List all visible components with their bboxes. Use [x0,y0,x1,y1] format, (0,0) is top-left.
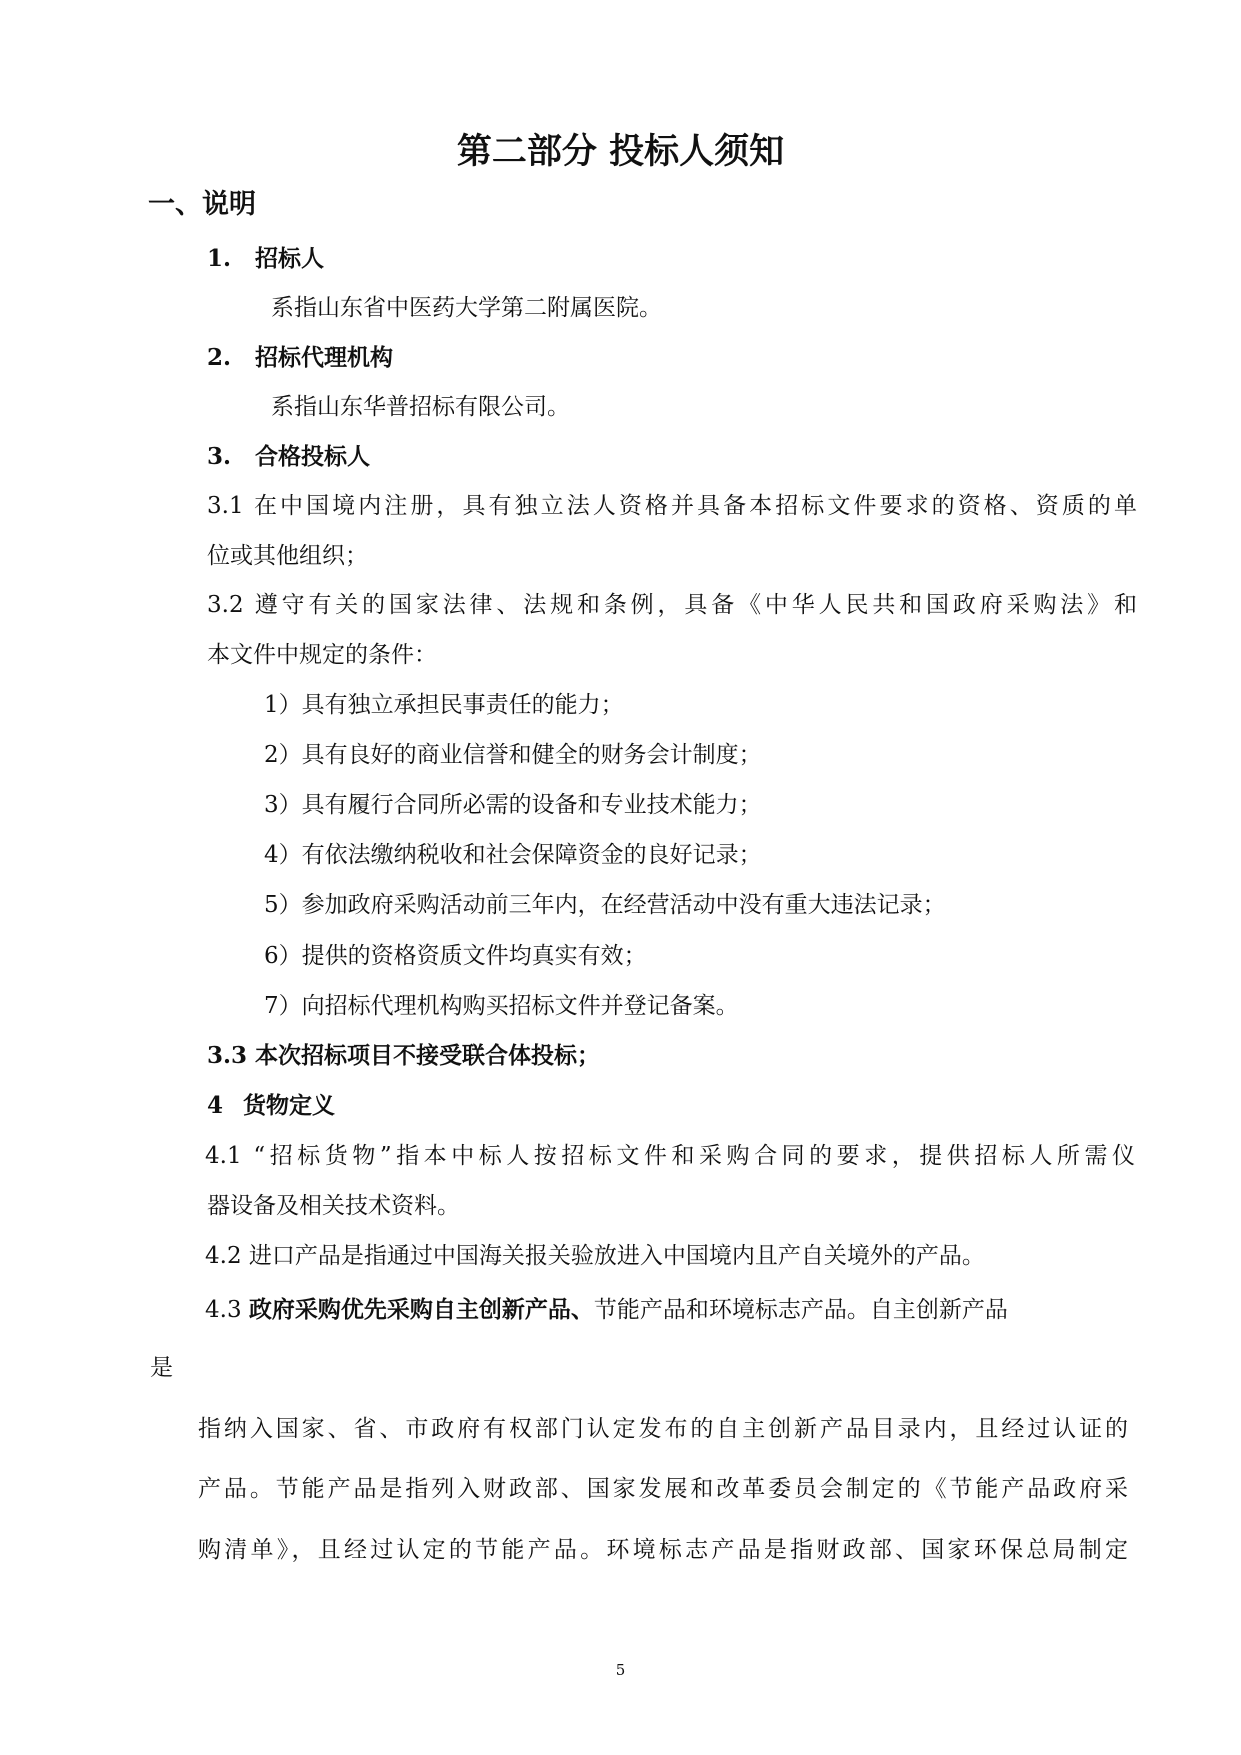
paragraph: 3.2 遵守有关的国家法律、法规和条例，具备《中华人民共和国政府采购法》和 [207,592,1137,618]
list-item: 7）向招标代理机构购买招标文件并登记备案。 [264,993,739,1019]
paragraph: 器设备及相关技术资料。 [207,1193,460,1219]
item-number: 3. [207,443,232,470]
paragraph: 系指山东华普招标有限公司。 [271,394,570,420]
item-heading: 合格投标人 [255,443,370,470]
list-item: 4）有依法缴纳税收和社会保障资金的良好记录； [264,842,762,868]
page-number: 5 [615,1661,626,1679]
paragraph: 4.2 进口产品是指通过中国海关报关验放进入中国境内且产自关境外的产品。 [205,1243,985,1269]
page-title: 第二部分 投标人须知 [456,131,785,172]
paragraph: 3.1 在中国境内注册，具有独立法人资格并具备本招标文件要求的资格、资质的单 [207,493,1137,519]
list-item: 1）具有独立承担民事责任的能力； [264,692,624,718]
item-heading: 招标代理机构 [255,344,393,371]
paragraph: 系指山东省中医药大学第二附属医院。 [271,295,662,321]
paragraph: 3.3 本次招标项目不接受联合体投标； [207,1042,601,1069]
paragraph: 位或其他组织； [207,543,368,569]
paragraph: 购清单》，且经过认定的节能产品。环境标志产品是指财政部、国家环保总局制定 [198,1537,1128,1563]
item-number: 2. [207,344,232,371]
paragraph [205,1295,1008,1325]
list-item: 6）提供的资格资质文件均真实有效； [264,943,647,969]
paragraph: 指纳入国家、省、市政府有权部门认定发布的自主创新产品目录内，且经过认证的 [198,1416,1128,1442]
emphasis-text: 政府采购优先采购自主创新产品、 [248,1296,594,1323]
paragraph: 产品。节能产品是指列入财政部、国家发展和改革委员会制定的《节能产品政府采 [198,1476,1128,1502]
paragraph: 是 [150,1355,173,1381]
section-heading: 一、说明 [148,189,256,220]
paragraph: 本文件中规定的条件： [207,642,437,668]
list-item: 3）具有履行合同所必需的设备和专业技术能力； [264,792,762,818]
paragraph: 4.1 “招标货物”指本中标人按招标文件和采购合同的要求，提供招标人所需仪 [205,1143,1135,1169]
list-item: 2）具有良好的商业信誉和健全的财务会计制度； [264,742,762,768]
item-heading: 招标人 [255,245,324,272]
item-number: 4 [207,1092,224,1119]
item-number: 1. [207,245,232,272]
paragraph-text: 节能产品和环境标志产品。自主创新产品 [593,1297,1008,1323]
list-item: 5）参加政府采购活动前三年内，在经营活动中没有重大违法记录； [264,892,946,918]
paragraph-number: 4.3 [205,1297,249,1323]
item-heading: 货物定义 [243,1092,335,1119]
